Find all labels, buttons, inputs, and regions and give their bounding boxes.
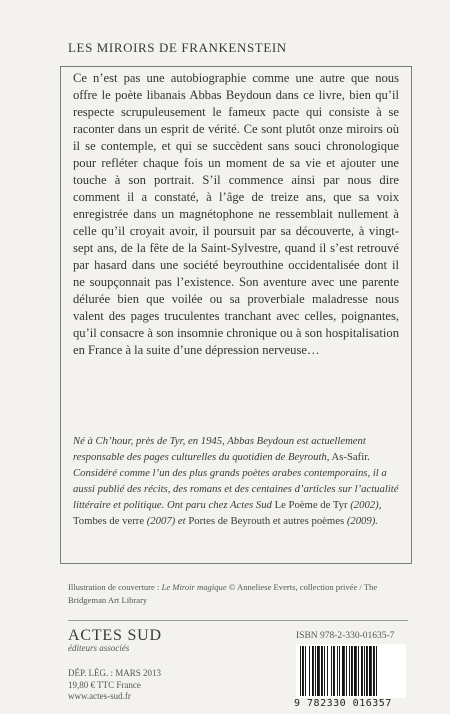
- credit-rest: © Anneliese Everts, collection privée / The Bridgeman Art Library: [68, 582, 378, 605]
- barcode: [296, 644, 406, 698]
- book-title: LES MIROIRS DE FRANKENSTEIN: [68, 40, 287, 55]
- publisher-logo: [68, 627, 162, 653]
- barcode-bar: [331, 646, 332, 696]
- barcode-bar: [302, 646, 304, 696]
- bio-book-1: Le Poème de Tyr: [274, 499, 348, 511]
- barcode-bar: [366, 646, 368, 696]
- book-summary: Ce n’est pas une autobiographie comme une autre que nous offre le poète libanais Abbas Beydoun dans ce livre, bien qu’il respecte scrupuleusement le fameux pacte qui consiste à se raconter dans un esprit de vérité. Ce sont plutôt onze miroirs où il se contemple, et qui se succèdent sans souci chronologique pour refléter chaque fois un moment de sa vie et ajouter une touche à son portrait. S’il commence ainsi par nous dire comment il a constaté, à l’âge de treize ans, que sa voix enregistrée dans un magnétophone ne ressemblait nullement à celle qu’il croyait avoir, il poursuit par sa découverte, à vingt-sept ans, de la fête de la Saint-Sylvestre, quand il s’est retrouvé par hasard dans une société beyrouthine occidentalisée dont il ne soupçonnait pas l’existence. Son aventure avec une parente délurée bien que voilée ou sa proverbiale maladresse nous valent des pages truculentes tranchant avec celles, poignantes, qu’il consacre à son insomnie chronique ou à son hospitalisation en France à la suite d’une dépression nerveuse…: [73, 71, 399, 357]
- bio-book-2: Tombes de verre: [73, 515, 145, 527]
- barcode-bar: [300, 646, 301, 696]
- bio-text-2: Considéré comme l’un des plus grands poètes arabes contemporains, il a aussi publié des récits, des romans et des centaines d’articles sur l’actualité littéraire et politique. Ont paru chez Actes Sud: [73, 467, 399, 511]
- bio-and: et: [177, 515, 186, 527]
- bio-year-1: (2002),: [350, 499, 382, 511]
- publisher-name: ACTES SUD: [68, 627, 162, 644]
- barcode-digits: 9 782330 016357: [294, 698, 392, 709]
- credit-prefix: Illustration de couverture :: [68, 582, 160, 592]
- barcode-bars: [296, 644, 406, 698]
- price: 19,80 € TTC France: [68, 679, 141, 690]
- bio-year-2: (2007): [146, 515, 176, 527]
- barcode-bar: [337, 646, 338, 696]
- publication-info: [68, 668, 161, 703]
- legal-deposit: DÉP. LÉG. : MARS 2013: [68, 668, 162, 678]
- barcode-bar: [324, 646, 325, 696]
- bio-newspaper: As-Safir.: [331, 451, 370, 463]
- website: www.actes-sud.fr: [68, 691, 131, 701]
- barcode-bar: [317, 646, 320, 696]
- barcode-bar: [312, 646, 314, 696]
- barcode-bar: [333, 646, 335, 696]
- blurb-panel: [60, 66, 412, 564]
- barcode-bar: [369, 646, 372, 696]
- barcode-bar: [358, 646, 359, 696]
- barcode-bar: [373, 646, 375, 696]
- bio-year-3: (2009).: [346, 515, 378, 527]
- barcode-bar: [315, 646, 316, 696]
- bio-book-3: Portes de Beyrouth et autres poèmes: [188, 515, 345, 527]
- divider: [68, 620, 408, 621]
- barcode-bar: [351, 646, 353, 696]
- publisher-subtitle: éditeurs associés: [68, 643, 130, 653]
- isbn-label: ISBN 978-2-330-01635-7: [296, 631, 395, 641]
- barcode-bar: [309, 646, 310, 696]
- barcode-bar: [361, 646, 363, 696]
- barcode-bar: [349, 646, 350, 696]
- barcode-bar: [305, 646, 306, 696]
- author-bio: [73, 433, 399, 529]
- barcode-bar: [346, 646, 347, 696]
- barcode-bar: [364, 646, 365, 696]
- illustration-credit: [68, 581, 408, 607]
- bio-text-1: Né à Ch’hour, près de Tyr, en 1945, Abbas Beydoun est actuellement responsable des pages culturelles du quotidien de Beyrouth,: [73, 435, 366, 463]
- barcode-bar: [342, 646, 345, 696]
- barcode-bar: [339, 646, 340, 696]
- barcode-bar: [327, 646, 328, 696]
- barcode-bar: [321, 646, 323, 696]
- barcode-bar: [354, 646, 357, 696]
- credit-work: Le Miroir magique: [161, 582, 227, 592]
- barcode-bar: [376, 646, 377, 696]
